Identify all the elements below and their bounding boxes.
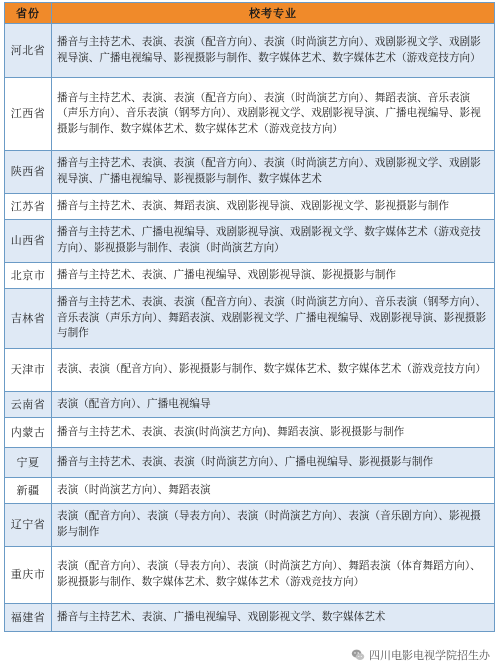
- province-cell: 天津市: [5, 349, 52, 392]
- province-cell: 内蒙古: [5, 418, 52, 448]
- province-cell: 云南省: [5, 392, 52, 418]
- majors-cell: 播音与主持艺术、表演、广播电视编导、戏剧影视文学、数字媒体艺术: [52, 604, 495, 632]
- source-watermark: [348, 646, 493, 664]
- table-row: [5, 349, 495, 392]
- table-row: [5, 220, 495, 263]
- table-row: [5, 289, 495, 349]
- table-row: [5, 504, 495, 547]
- province-cell: 吉林省: [5, 289, 52, 349]
- majors-cell: 播音与主持艺术、广播电视编导、戏剧影视导演、戏剧影视文学、数字媒体艺术（游戏竞技方向）、影视摄影与制作、表演（时尚演艺方向）: [52, 220, 495, 263]
- province-cell: 山西省: [5, 220, 52, 263]
- majors-table: [4, 2, 495, 632]
- watermark-text: 四川电影电视学院招生办: [369, 649, 490, 662]
- header-majors: 校考专业: [52, 3, 495, 24]
- province-cell: 宁夏: [5, 448, 52, 478]
- province-cell: 重庆市: [5, 547, 52, 604]
- table-row: [5, 78, 495, 151]
- province-cell: 新疆: [5, 478, 52, 504]
- majors-cell: 播音与主持艺术、表演、表演（时尚演艺方向）、广播电视编导、影视摄影与制作: [52, 448, 495, 478]
- table-row: [5, 418, 495, 448]
- majors-cell: 表演（时尚演艺方向）、舞蹈表演: [52, 478, 495, 504]
- table-row: [5, 604, 495, 632]
- province-cell: 北京市: [5, 263, 52, 289]
- table-row: [5, 263, 495, 289]
- province-cell: 福建省: [5, 604, 52, 632]
- majors-cell: 播音与主持艺术、表演、表演（配音方向）、表演（时尚演艺方向）、音乐表演（钢琴方向）、音乐表演（声乐方向）、舞蹈表演、戏剧影视文学、广播电视编导、戏剧影视导演、影视摄影与制作: [52, 289, 495, 349]
- majors-cell: 表演、表演（配音方向）、影视摄影与制作、数字媒体艺术、数字媒体艺术（游戏竞技方向）: [52, 349, 495, 392]
- majors-cell: 播音与主持艺术、表演、表演（配音方向）、表演（时尚演艺方向）、戏剧影视文学、戏剧影视导演、广播电视编导、影视摄影与制作、数字媒体艺术、数字媒体艺术（游戏竞技方向）: [52, 24, 495, 78]
- majors-cell: 播音与主持艺术、表演、表演（配音方向）、表演（时尚演艺方向）、舞蹈表演、音乐表演（声乐方向）、音乐表演（钢琴方向）、戏剧影视文学、戏剧影视导演、广播电视编导、影视摄影与制作、数字媒体艺术、数字媒体艺术（游戏竞技方向）: [52, 78, 495, 151]
- admission-majors-sheet: [4, 2, 494, 632]
- province-cell: 江西省: [5, 78, 52, 151]
- table-row: [5, 194, 495, 220]
- majors-cell: 表演（配音方向）、表演（导表方向）、表演（时尚演艺方向）、表演（音乐剧方向）、影视摄影与制作: [52, 504, 495, 547]
- table-header-row: [5, 3, 495, 24]
- table-row: [5, 478, 495, 504]
- majors-cell: 播音与主持艺术、表演、广播电视编导、戏剧影视导演、影视摄影与制作: [52, 263, 495, 289]
- table-row: [5, 547, 495, 604]
- majors-cell: 表演（配音方向）、广播电视编导: [52, 392, 495, 418]
- table-row: [5, 448, 495, 478]
- wechat-icon: [351, 648, 365, 662]
- province-cell: 河北省: [5, 24, 52, 78]
- province-cell: 辽宁省: [5, 504, 52, 547]
- majors-cell: 播音与主持艺术、表演、表演（配音方向）、表演（时尚演艺方向）、戏剧影视文学、戏剧影视导演、广播电视编导、影视摄影与制作、数字媒体艺术: [52, 151, 495, 194]
- table-row: [5, 24, 495, 78]
- province-cell: 江苏省: [5, 194, 52, 220]
- province-cell: 陕西省: [5, 151, 52, 194]
- header-province: 省份: [5, 3, 52, 24]
- majors-cell: 表演（配音方向）、表演（导表方向）、表演（时尚演艺方向）、舞蹈表演（体育舞蹈方向）、影视摄影与制作、数字媒体艺术、数字媒体艺术（游戏竞技方向）: [52, 547, 495, 604]
- majors-cell: 播音与主持艺术、表演、舞蹈表演、戏剧影视导演、戏剧影视文学、影视摄影与制作: [52, 194, 495, 220]
- table-row: [5, 392, 495, 418]
- table-row: [5, 151, 495, 194]
- majors-cell: 播音与主持艺术、表演、表演(时尚演艺方向)、舞蹈表演、影视摄影与制作: [52, 418, 495, 448]
